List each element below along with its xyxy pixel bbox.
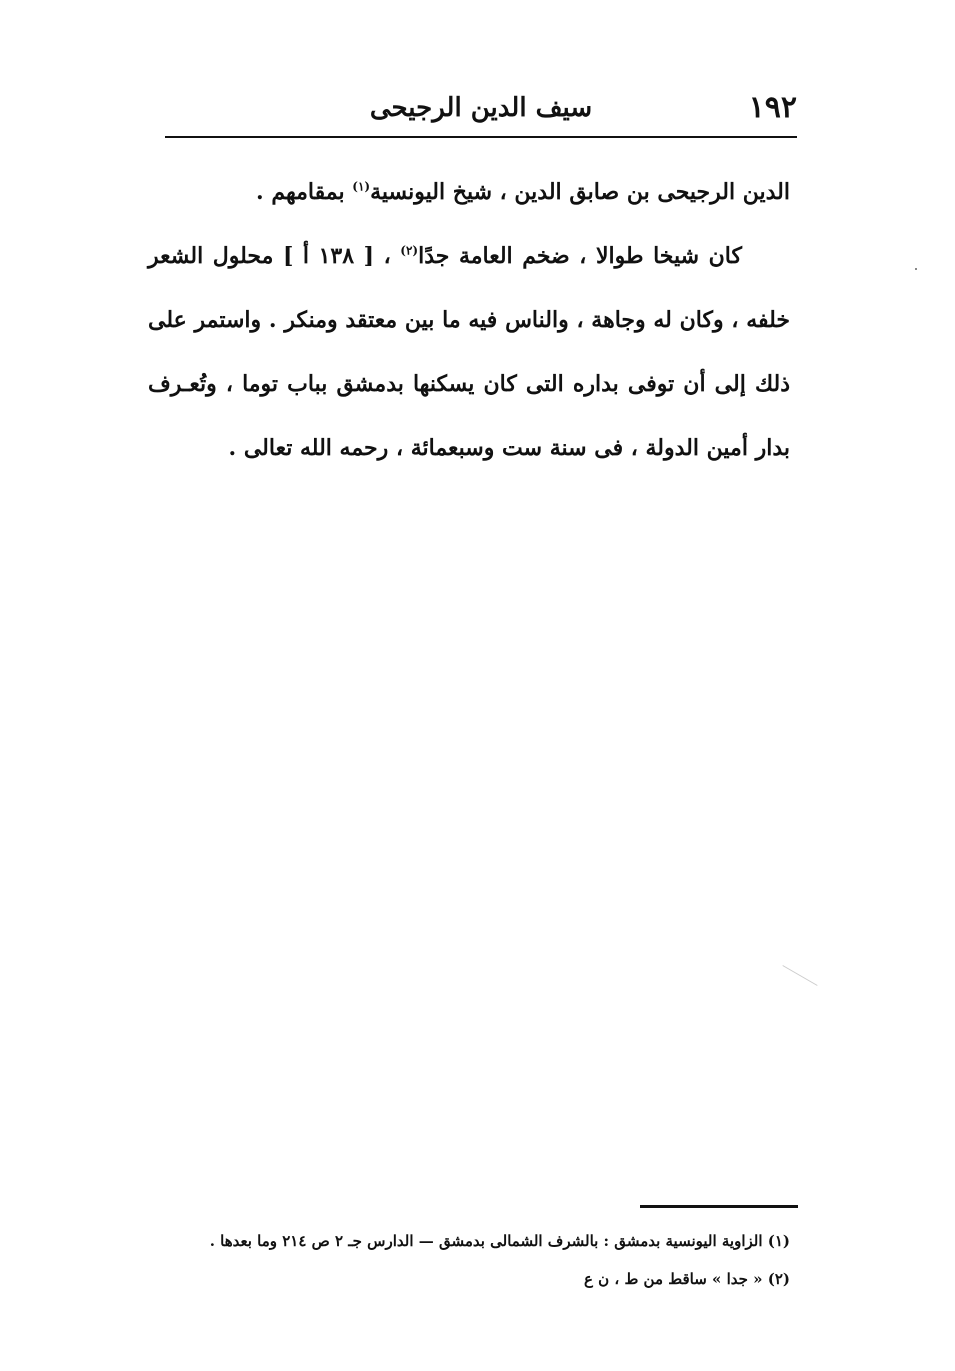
paragraph-1 xyxy=(148,160,790,224)
paragraph-2 xyxy=(148,224,790,480)
footnote-2: (٢) « جدا » ساقط من ط ، ن ع xyxy=(583,1270,790,1288)
page-header xyxy=(165,88,797,128)
header-rule xyxy=(165,136,797,138)
running-title: سيف الدين الرجيحى xyxy=(369,93,593,123)
paragraph-2-text: كان شيخا طوالا ، ضخم العامة جدًا$^{(٢)}$ ، [ ١٣٨ أ ] محلول الشعر خلفه ، وكان له وجاهة ، والناس فيه ما بين معتقد ومنكر . واستمر على ذلك إلى أن توفى بداره التى كان يسكنها بدمشق بباب توما ، وتُعـرف بدار أمين الدولة ، فى سنة ست وسبعمائة ، رحمه الله تعالى . xyxy=(148,243,790,461)
footnote-ref-1[interactable]: (١) xyxy=(352,179,371,194)
body-text xyxy=(148,160,790,480)
footnote-ref-2[interactable]: (٢) xyxy=(400,243,419,258)
paragraph-1-text: الدين الرجيحى بن صابق الدين ، شيخ اليونسية$^{(١)}$ بمقامهم . xyxy=(256,179,790,205)
scan-speck xyxy=(782,965,817,986)
footnote-rule xyxy=(640,1205,798,1208)
footnotes xyxy=(140,1222,790,1298)
scan-speck xyxy=(915,268,917,270)
footnote-1: (١) الزاوية اليونسية بدمشق : بالشرف الشمالى بدمشق — الدارس جـ ٢ ص ٢١٤ وما بعدها . xyxy=(209,1232,790,1250)
page-number: ١٩٢ xyxy=(748,90,797,125)
